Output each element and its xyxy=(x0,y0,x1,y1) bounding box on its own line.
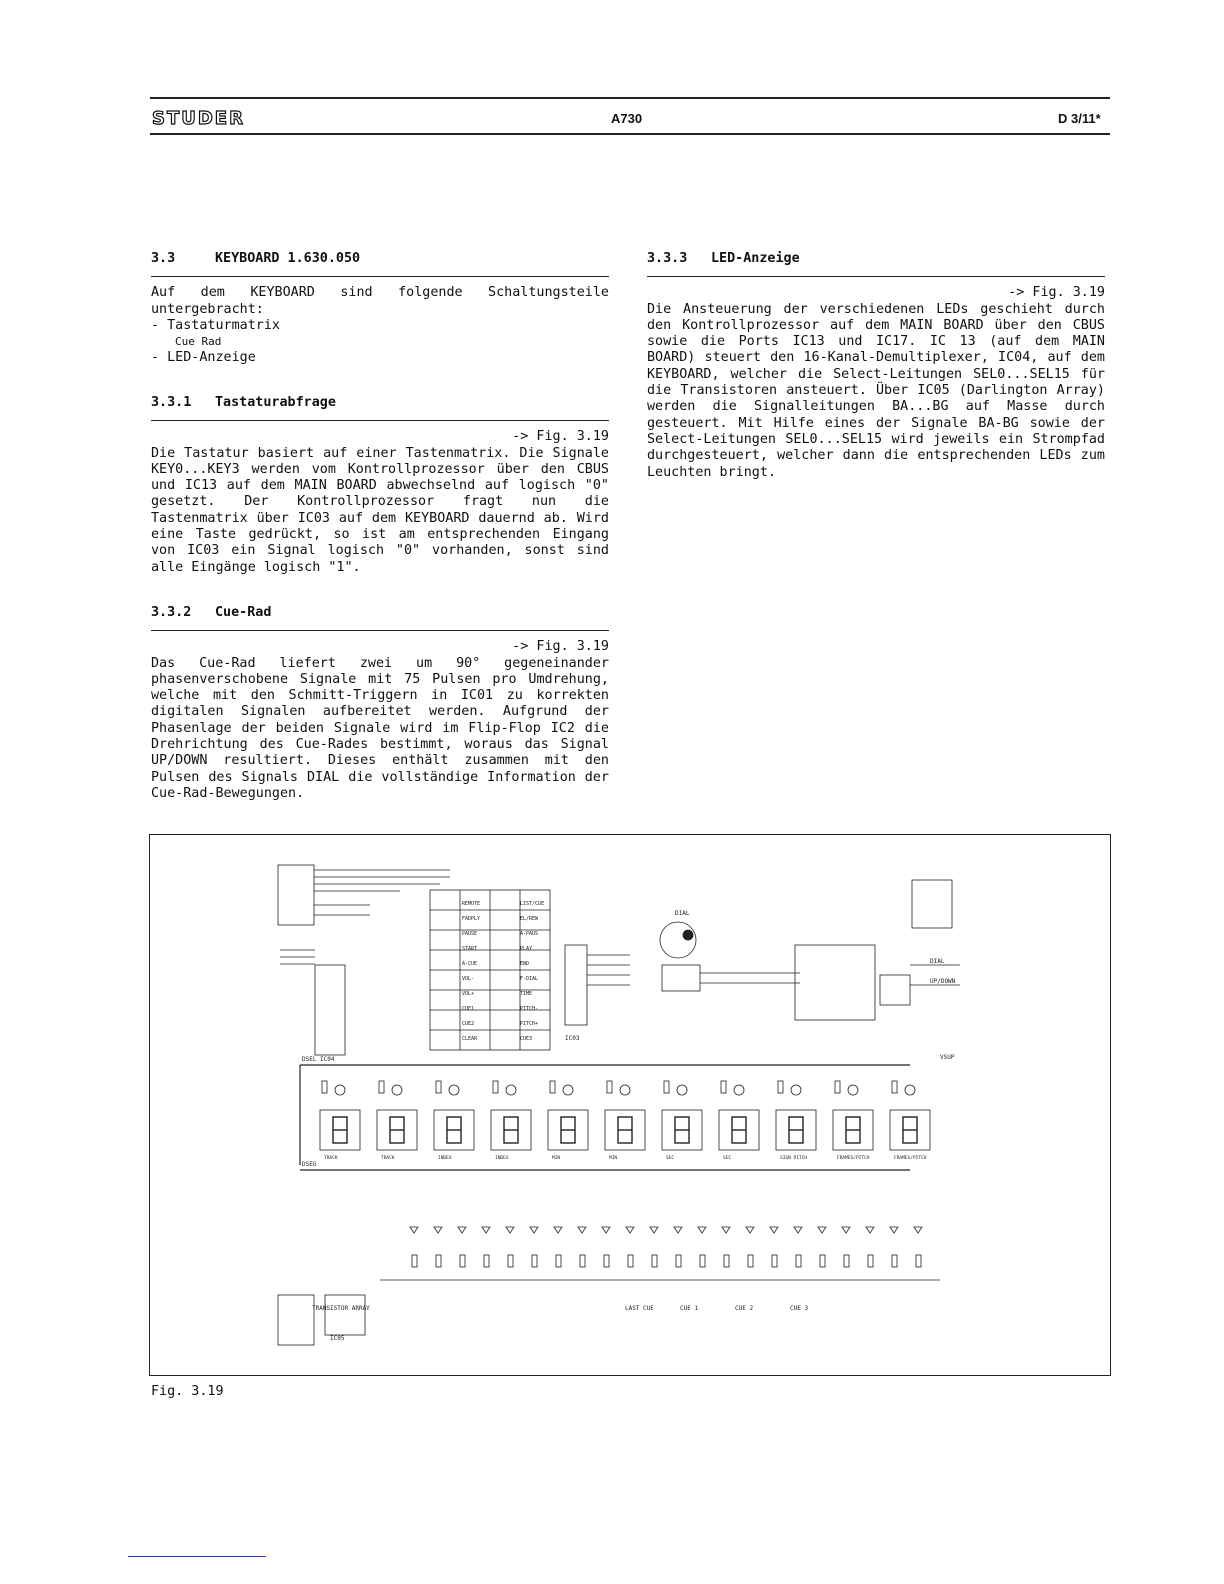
seven-segment-displays xyxy=(320,1110,930,1161)
key-label: VOL- xyxy=(462,976,475,982)
led-symbol xyxy=(410,1227,418,1233)
section-title: LED-Anzeige xyxy=(711,251,800,266)
key-label: VOL+ xyxy=(462,991,475,997)
led-symbol xyxy=(434,1227,442,1233)
key-label: TIME xyxy=(520,991,533,997)
led-symbol xyxy=(914,1227,922,1233)
led-symbol xyxy=(890,1227,898,1233)
dseg-label: DSEG xyxy=(302,1161,317,1168)
display-label: MIN xyxy=(552,1156,561,1161)
header-rule-bottom xyxy=(150,133,1110,135)
resistor-symbol xyxy=(721,1081,726,1093)
key-label: EL/REW xyxy=(520,916,539,922)
bottom-connector xyxy=(278,1295,314,1345)
resistor-symbol xyxy=(580,1255,585,1267)
led-symbol xyxy=(818,1227,826,1233)
led-symbol xyxy=(650,1227,658,1233)
resistor-symbol xyxy=(748,1255,753,1267)
led-symbol xyxy=(482,1227,490,1233)
dial-wheel xyxy=(660,922,696,958)
section-heading xyxy=(647,251,1105,267)
schmitt-trigger-block xyxy=(795,945,875,1020)
led-symbol xyxy=(458,1227,466,1233)
led-symbol xyxy=(770,1227,778,1233)
section-text: Die Tastatur basiert auf einer Tastenmatrix. Die Signale KEY0...KEY3 werden vom Kontrollprozessor über den CBUS und IC13 auf dem MAIN BOARD abwechselnd auf logisch "0" gesetzt. Der Kontrollprozessor fragt nun die Tastenmatrix über IC03 auf dem KEYBOARD dauernd ab. Wird eine Taste gedrückt, so ist am entsprechenden Eingang von IC03 ein Signal logisch "0" vorhanden, sonst sind alle Eingänge logisch "1". xyxy=(151,445,609,575)
component-list xyxy=(151,318,609,367)
resistor-symbol xyxy=(322,1081,327,1093)
key-label: PAUSE xyxy=(462,931,478,937)
resistor-symbol xyxy=(532,1255,537,1267)
resistor-symbol xyxy=(676,1255,681,1267)
studer-logo: STUDER xyxy=(152,108,245,129)
section-heading xyxy=(151,395,609,411)
resistor-symbol xyxy=(379,1081,384,1093)
resistor-symbol xyxy=(724,1255,729,1267)
page-number: D 3/11* xyxy=(1058,111,1101,126)
dsel-label: DSEL xyxy=(302,1056,317,1063)
section-3-3-2 xyxy=(151,605,609,802)
display-label: SEC xyxy=(723,1156,732,1161)
ic03-label: IC03 xyxy=(565,1035,580,1042)
connector-block xyxy=(278,865,314,925)
cue3-label: CUE 3 xyxy=(790,1305,809,1312)
section-rule xyxy=(151,630,609,631)
resistor-symbol xyxy=(607,1081,612,1093)
display-label: FRAMES/PITCH xyxy=(837,1156,870,1161)
transistor-symbol xyxy=(791,1085,801,1095)
vsup-label: VSUP xyxy=(940,1054,955,1061)
led-symbol xyxy=(866,1227,874,1233)
resistor-symbol xyxy=(892,1255,897,1267)
display-label: SIGN PITCH xyxy=(780,1156,808,1161)
display-label: TRACK xyxy=(381,1156,395,1161)
resistor-symbol xyxy=(508,1255,513,1267)
resistor-symbol xyxy=(412,1255,417,1267)
figure-reference: -> Fig. 3.19 xyxy=(512,639,609,655)
key-label: REMOTE xyxy=(462,901,481,907)
ic04-label: IC04 xyxy=(320,1056,335,1063)
section-rule xyxy=(151,276,609,277)
resistor-symbol xyxy=(778,1081,783,1093)
led-symbol xyxy=(674,1227,682,1233)
key-label: CUE2 xyxy=(462,1021,475,1027)
seven-segment-display xyxy=(662,1110,702,1161)
resistor-symbol xyxy=(700,1255,705,1267)
cue2-label: CUE 2 xyxy=(735,1305,754,1312)
key-label: CUE1 xyxy=(462,1006,475,1012)
led-symbol xyxy=(578,1227,586,1233)
resistor-symbol xyxy=(652,1255,657,1267)
key-label: A-CUE xyxy=(462,961,478,967)
resistor-symbol xyxy=(550,1081,555,1093)
resistor-symbol xyxy=(436,1255,441,1267)
transistor-symbol xyxy=(734,1085,744,1095)
transistor-row xyxy=(322,1081,915,1095)
cue1-label: CUE 1 xyxy=(680,1305,699,1312)
seven-segment-display xyxy=(377,1110,417,1161)
transistor-symbol xyxy=(905,1085,915,1095)
transistor-symbol xyxy=(335,1085,345,1095)
section-heading xyxy=(151,605,609,621)
right-connector xyxy=(912,880,952,928)
led-symbol xyxy=(506,1227,514,1233)
section-number: 3.3.1 xyxy=(151,395,192,410)
section-3-3 xyxy=(151,251,609,367)
seven-segment-display xyxy=(776,1110,816,1161)
key-labels xyxy=(462,901,544,1042)
flip-flop-ic2 xyxy=(880,975,910,1005)
seven-segment-display xyxy=(320,1110,360,1161)
key-label: START xyxy=(462,946,478,952)
display-label: INDEX xyxy=(495,1156,509,1161)
resistor-symbol xyxy=(835,1081,840,1093)
display-label: INDEX xyxy=(438,1156,452,1161)
seven-segment-display xyxy=(719,1110,759,1161)
resistor-symbol xyxy=(628,1255,633,1267)
ic05-label: IC05 xyxy=(330,1335,345,1342)
dial-out-label: DIAL xyxy=(930,958,945,965)
ic05-chip xyxy=(325,1295,365,1335)
list-item: Cue Rad xyxy=(175,335,222,349)
key-label: CLEAR xyxy=(462,1036,478,1042)
encoder-box xyxy=(662,965,700,991)
seven-segment-display xyxy=(548,1110,588,1161)
resistor-symbol xyxy=(556,1255,561,1267)
transistor-symbol xyxy=(677,1085,687,1095)
led-symbol xyxy=(722,1227,730,1233)
resistor-symbol xyxy=(460,1255,465,1267)
resistor-symbol xyxy=(604,1255,609,1267)
key-label: A-PAUS xyxy=(520,931,539,937)
key-label: F-DIAL xyxy=(520,976,539,982)
transistor-symbol xyxy=(392,1085,402,1095)
led-row xyxy=(410,1227,922,1267)
section-heading xyxy=(151,251,609,267)
section-title: KEYBOARD 1.630.050 xyxy=(215,251,361,266)
dial-label: DIAL xyxy=(675,910,690,917)
resistor-symbol xyxy=(868,1255,873,1267)
display-label: FRAMES/PITCH xyxy=(894,1156,927,1161)
figure-caption: Fig. 3.19 xyxy=(151,1384,224,1399)
key-label: FADPLY xyxy=(462,916,481,922)
transistor-symbol xyxy=(563,1085,573,1095)
resistor-symbol xyxy=(484,1255,489,1267)
section-number: 3.3.3 xyxy=(647,251,688,266)
section-title: Cue-Rad xyxy=(215,605,272,620)
schematic-figure xyxy=(149,834,1111,1376)
seven-segment-display xyxy=(605,1110,645,1161)
transistor-symbol xyxy=(449,1085,459,1095)
led-symbol xyxy=(794,1227,802,1233)
resistor-symbol xyxy=(892,1081,897,1093)
section-3-3-3 xyxy=(647,251,1105,481)
section-intro: Auf dem KEYBOARD sind folgende Schaltungsteile untergebracht: xyxy=(151,285,609,317)
led-symbol xyxy=(602,1227,610,1233)
resistor-symbol xyxy=(844,1255,849,1267)
section-number: 3.3.2 xyxy=(151,605,192,620)
footer-link-rule xyxy=(128,1556,266,1557)
seven-segment-display xyxy=(890,1110,930,1161)
section-rule xyxy=(151,420,609,421)
updown-out-label: UP/DOWN xyxy=(930,978,956,985)
last-cue-label: LAST CUE xyxy=(625,1305,654,1312)
led-symbol xyxy=(554,1227,562,1233)
section-text: Die Ansteuerung der verschiedenen LEDs geschieht durch den Kontrollprozessor auf dem MAIN BOARD über den CBUS sowie die Ports IC13 und IC17. IC 13 (auf dem MAIN BOARD) steuert den 16-Kanal-Demultiplexer, IC04, auf dem KEYBOARD, welcher die Select-Leitungen SEL0...SEL15 für die Transistoren ansteuert. Über IC05 (Darlington Array) werden die Signalleitungen BA...BG auf Masse durch gesteuert. Mit Hilfe eines der Signale BA-BG sowie der Select-Leitungen SEL0...SEL15 wird jeweils ein Strompfad durchgesteuert, welcher dann die entsprechenden LEDs zum Leuchten bringt. xyxy=(647,301,1105,480)
seven-segment-display xyxy=(491,1110,531,1161)
led-symbol xyxy=(746,1227,754,1233)
model-label: A730 xyxy=(611,111,643,126)
seven-segment-display xyxy=(434,1110,474,1161)
figure-reference: -> Fig. 3.19 xyxy=(1008,285,1105,301)
section-rule xyxy=(647,276,1105,277)
transistor-symbol xyxy=(848,1085,858,1095)
transistor-symbol xyxy=(620,1085,630,1095)
keyboard-schematic xyxy=(150,835,1110,1375)
header-rule-top xyxy=(150,97,1110,99)
led-symbol xyxy=(698,1227,706,1233)
transistor-symbol xyxy=(506,1085,516,1095)
resistor-symbol xyxy=(916,1255,921,1267)
led-symbol xyxy=(626,1227,634,1233)
ic04-chip xyxy=(315,965,345,1055)
list-item: - Tastaturmatrix xyxy=(151,317,280,333)
transistor-array-label: TRANSISTOR ARRAY xyxy=(312,1305,370,1312)
key-label: CUE3 xyxy=(520,1036,533,1042)
section-number: 3.3 xyxy=(151,251,176,266)
key-label: END xyxy=(520,961,530,967)
figure-reference: -> Fig. 3.19 xyxy=(512,429,609,445)
resistor-symbol xyxy=(820,1255,825,1267)
section-3-3-1 xyxy=(151,395,609,576)
section-text: Das Cue-Rad liefert zwei um 90° gegeneinander phasenverschobene Signale mit 75 Pulsen pro Umdrehung, welche mit den Schmitt-Triggern in IC01 zu korrekten digitalen Signalen aufbereitet werden. Aufgrund der Phasenlage der beiden Signale wird im Flip-Flop IC2 die Drehrichtung des Cue-Rades bestimmt, woraus das Signal UP/DOWN resultiert. Dieses enthält zusammen mit den Pulsen des Signals DIAL die vollständige Information der Cue-Rad-Bewegungen. xyxy=(151,655,609,801)
ic03-chip xyxy=(565,945,587,1025)
led-symbol xyxy=(530,1227,538,1233)
list-item: - LED-Anzeige xyxy=(151,350,256,366)
key-label: PITCH+ xyxy=(520,1021,539,1027)
key-label: PLAY xyxy=(520,946,533,952)
key-label: LIST/CUE xyxy=(520,901,545,907)
section-title: Tastaturabfrage xyxy=(215,395,336,410)
resistor-symbol xyxy=(664,1081,669,1093)
display-label: SEC xyxy=(666,1156,675,1161)
led-symbol xyxy=(842,1227,850,1233)
seven-segment-display xyxy=(833,1110,873,1161)
resistor-symbol xyxy=(772,1255,777,1267)
display-label: TRACK xyxy=(324,1156,338,1161)
display-label: MIN xyxy=(609,1156,618,1161)
resistor-symbol xyxy=(493,1081,498,1093)
resistor-symbol xyxy=(796,1255,801,1267)
resistor-symbol xyxy=(436,1081,441,1093)
key-label: PITCH- xyxy=(520,1006,539,1012)
